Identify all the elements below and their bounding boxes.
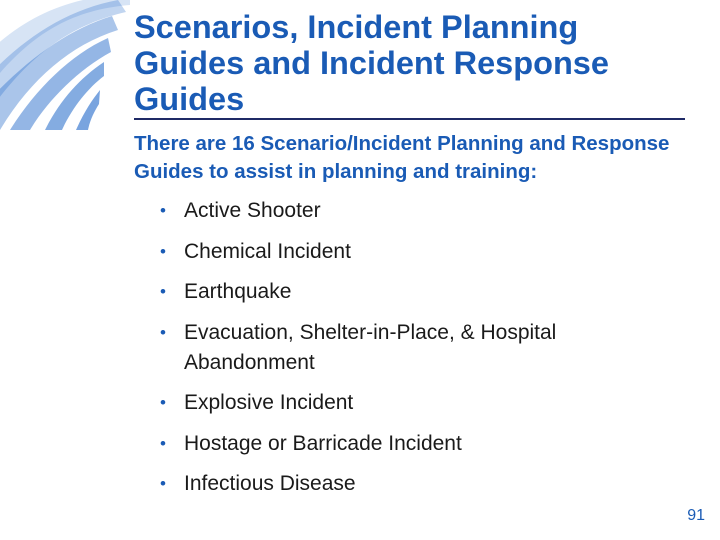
list-item-label: Chemical Incident (184, 239, 351, 263)
list-item (160, 237, 680, 267)
bullet-icon: • (160, 241, 166, 261)
list-item-label: Active Shooter (184, 199, 321, 222)
list-item (160, 318, 680, 378)
list-item-label: Hostage or Barricade Incident (184, 431, 462, 455)
bullet-icon: • (160, 201, 166, 220)
bullet-icon: • (160, 393, 166, 412)
list-item-label: Earthquake (184, 280, 292, 303)
bullet-icon: • (160, 433, 166, 453)
list-item-label: Evacuation, Shelter-in-Place, & Hospital Abandonment (184, 320, 557, 374)
scenario-list (160, 196, 680, 510)
page-number: 91 (687, 507, 705, 524)
list-item (160, 277, 680, 307)
list-item (160, 469, 680, 499)
bullet-icon: • (160, 474, 166, 493)
list-item-label: Explosive Incident (184, 391, 354, 414)
bullet-icon: • (160, 282, 166, 301)
bullet-icon: • (160, 322, 166, 342)
list-item (160, 429, 680, 459)
striped-arc-logo-icon (0, 0, 130, 130)
list-item-label: Infectious Disease (184, 472, 356, 495)
list-item (160, 196, 680, 226)
intro-text: There are 16 Scenario/Incident Planning and Response Guides to assist in planning and training: (134, 132, 670, 183)
list-item (160, 388, 680, 418)
title-divider (134, 118, 685, 120)
page-title: Scenarios, Incident Planning Guides and Incident Response Guides (134, 9, 609, 117)
